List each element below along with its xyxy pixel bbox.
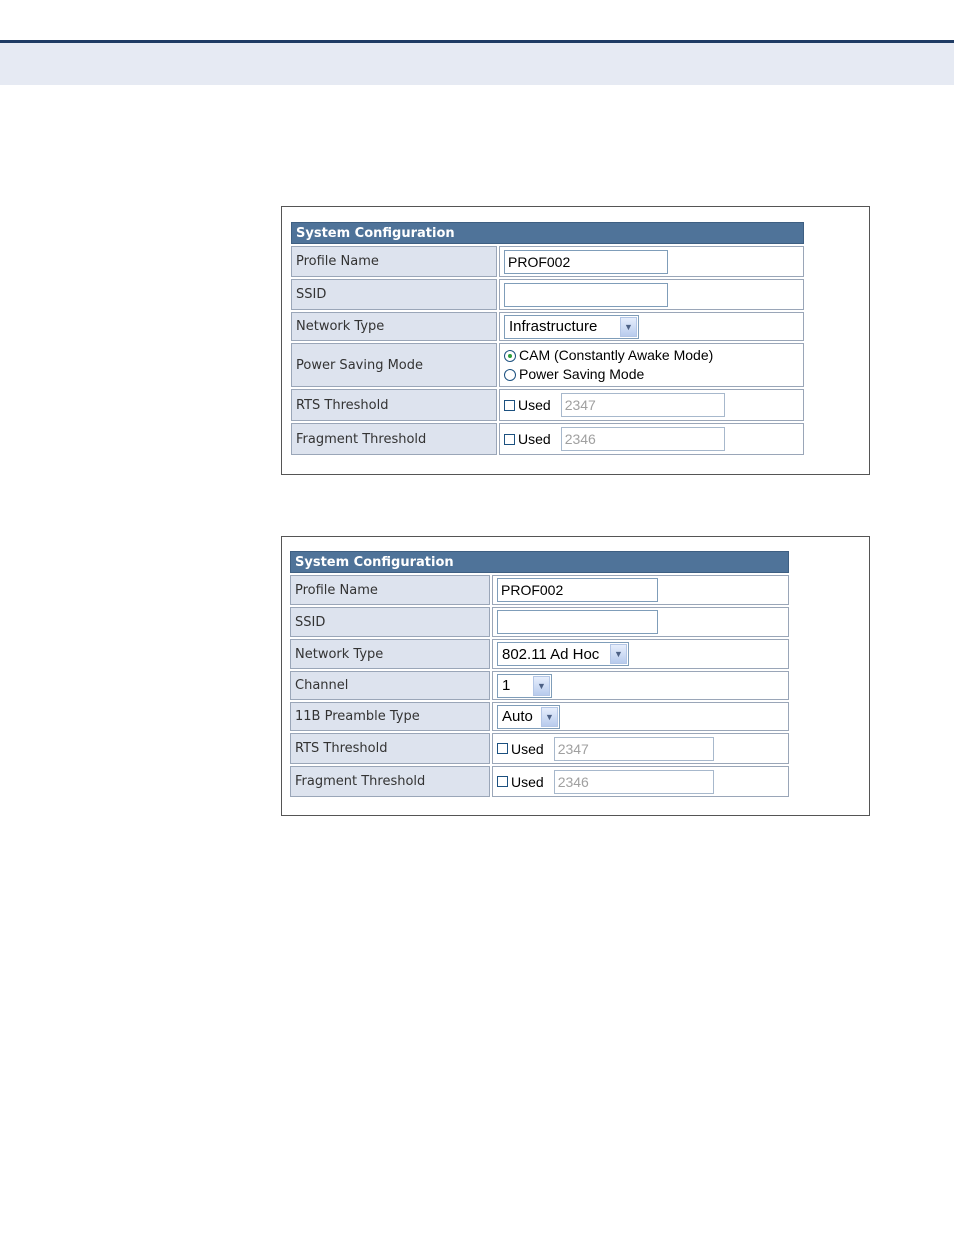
rts-threshold-label: RTS Threshold (290, 733, 490, 764)
rts-used-label: Used (518, 397, 551, 413)
network-type-label: Network Type (290, 639, 490, 669)
channel-label: Channel (290, 671, 490, 700)
network-type-select[interactable] (497, 642, 629, 666)
system-config-table-infrastructure (289, 220, 806, 457)
radio-cam[interactable] (504, 350, 516, 362)
fragment-threshold-input[interactable]: 2346 (554, 770, 714, 794)
network-type-label: Network Type (291, 312, 497, 341)
fragment-used-checkbox[interactable] (497, 776, 508, 787)
rts-used-checkbox[interactable] (497, 743, 508, 754)
rts-threshold-label: RTS Threshold (291, 389, 497, 421)
network-type-value: Infrastructure (509, 318, 598, 335)
panel-header: System Configuration (291, 222, 804, 244)
fragment-threshold-label: Fragment Threshold (291, 423, 497, 455)
profile-name-label: Profile Name (290, 575, 490, 605)
preamble-type-label: 11B Preamble Type (290, 702, 490, 731)
rts-used-checkbox[interactable] (504, 400, 515, 411)
ssid-input[interactable] (497, 610, 658, 634)
channel-select[interactable] (497, 674, 552, 698)
rts-used-label: Used (511, 740, 544, 757)
system-config-table-adhoc (288, 549, 791, 799)
radio-power-saving-label: Power Saving Mode (519, 366, 645, 382)
preamble-type-value: Auto (502, 708, 533, 725)
chevron-down-icon[interactable]: ▼ (610, 644, 627, 664)
chevron-down-icon[interactable]: ▼ (541, 707, 558, 727)
fragment-used-label: Used (511, 773, 544, 790)
fragment-used-checkbox[interactable] (504, 434, 515, 445)
fragment-threshold-input[interactable]: 2346 (561, 427, 725, 451)
infrastructure-config-figure (281, 206, 870, 475)
ssid-label: SSID (290, 607, 490, 637)
network-type-select[interactable] (504, 315, 639, 339)
adhoc-config-figure (281, 536, 870, 816)
preamble-type-select[interactable] (497, 705, 560, 729)
rts-threshold-input[interactable]: 2347 (561, 393, 725, 417)
radio-power-saving[interactable] (504, 369, 516, 381)
ssid-label: SSID (291, 279, 497, 310)
profile-name-input[interactable]: PROF002 (504, 250, 668, 274)
rts-threshold-input[interactable]: 2347 (554, 737, 714, 761)
channel-value: 1 (502, 677, 511, 694)
chevron-down-icon[interactable]: ▼ (533, 676, 550, 696)
radio-cam-label: CAM (Constantly Awake Mode) (519, 347, 714, 363)
page-header-band (0, 43, 954, 85)
ssid-input[interactable] (504, 283, 668, 307)
fragment-used-label: Used (518, 431, 551, 447)
network-type-value: 802.11 Ad Hoc (502, 645, 600, 663)
power-saving-mode-label: Power Saving Mode (291, 343, 497, 387)
radio-option-cam[interactable] (504, 346, 799, 365)
profile-name-input[interactable]: PROF002 (497, 578, 658, 602)
profile-name-label: Profile Name (291, 246, 497, 277)
chevron-down-icon[interactable]: ▼ (620, 317, 637, 337)
panel-header: System Configuration (290, 551, 789, 573)
radio-option-power-saving[interactable] (504, 365, 799, 384)
fragment-threshold-label: Fragment Threshold (290, 766, 490, 797)
